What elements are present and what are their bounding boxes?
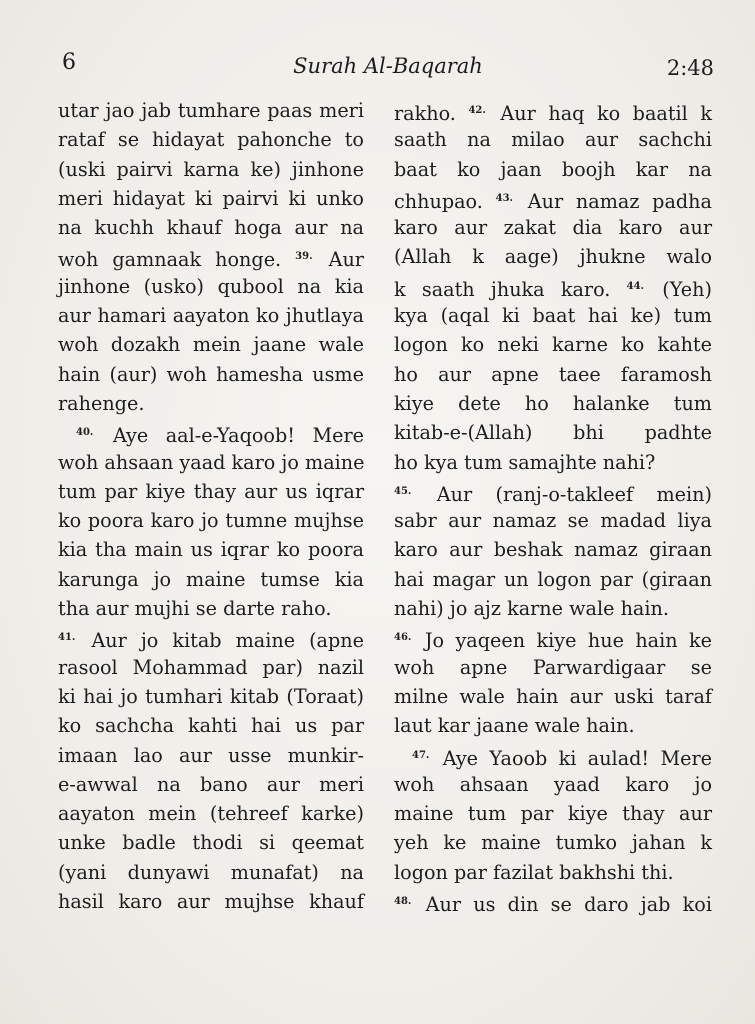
- text-line: [58, 741, 364, 770]
- line-text: unke badle thodi si qeemat: [58, 831, 364, 855]
- text-line: [58, 799, 364, 828]
- line-text: kitab-e-(Allah) bhi padhte: [394, 421, 712, 445]
- verse-number: 41.: [58, 632, 76, 644]
- text-line: [394, 741, 712, 770]
- line-text: rasool Mohammad par) nazil: [58, 655, 364, 679]
- text-line: [58, 301, 364, 330]
- text-line: [58, 155, 364, 184]
- text-line: [58, 887, 364, 916]
- text-line: [58, 858, 364, 887]
- verse-number: 46.: [394, 632, 412, 644]
- text-line: [394, 653, 712, 682]
- line-text: milne wale hain aur uski taraf: [394, 684, 712, 708]
- text-line: [58, 477, 364, 506]
- verse-number: 39.: [295, 251, 313, 263]
- right-text-column: [394, 96, 712, 916]
- verse-number: 42.: [468, 105, 486, 116]
- verse-number: 48.: [394, 896, 412, 908]
- line-text: rahenge.: [58, 391, 145, 415]
- line-text: karo aur beshak namaz giraan: [394, 538, 712, 562]
- surah-title: Surah Al-Baqarah: [293, 54, 483, 78]
- line-text: logon par fazilat bakhshi thi.: [394, 860, 674, 884]
- text-line: [58, 828, 364, 857]
- text-line: [394, 213, 712, 242]
- line-text: sabr aur namaz se madad liya: [394, 509, 712, 533]
- text-line: [394, 125, 712, 154]
- text-line: [58, 330, 364, 359]
- text-line: [58, 389, 364, 418]
- text-line: [394, 272, 712, 301]
- line-text: baat ko jaan boojh kar na: [394, 157, 712, 181]
- line-text: woh ahsaan yaad karo jo maine: [58, 450, 365, 474]
- line-text: na kuchh khauf hoga aur na: [58, 216, 364, 240]
- text-line: [58, 535, 364, 564]
- line-text: Aur (ranj-o-takleef mein): [436, 482, 712, 506]
- verse-reference: 2:48: [666, 56, 714, 80]
- text-line: [394, 242, 712, 271]
- line-text: woh dozakh mein jaane wale: [58, 333, 364, 357]
- line-text: tum par kiye thay aur us iqrar: [58, 479, 364, 503]
- text-line: [394, 477, 712, 506]
- line-text: Aur us din se daro jab koi: [425, 893, 712, 917]
- text-line: [394, 594, 712, 623]
- line-text: hain (aur) woh hamesha usme: [58, 362, 364, 386]
- line-text: k saath jhuka karo.: [394, 277, 611, 301]
- text-line: [394, 682, 712, 711]
- text-line: [394, 418, 712, 447]
- line-text: ko sachcha kahti hai us par: [58, 714, 364, 738]
- line-text: karunga jo maine tumse kia: [58, 567, 364, 591]
- line-text: Aye Yaoob ki aulad! Mere: [442, 746, 712, 770]
- line-text: maine tum par kiye thay aur: [394, 802, 712, 826]
- text-line: [394, 330, 712, 359]
- line-text: kya (aqal ki baat hai ke) tum: [394, 304, 712, 328]
- line-text: laut kar jaane wale hain.: [394, 714, 635, 738]
- line-text: woh gamnaak honge.: [58, 248, 282, 272]
- line-text-continued: Aur namaz padha: [527, 189, 712, 213]
- line-text-continued: Aur haq ko baatil k: [500, 102, 712, 125]
- page-header: [62, 50, 714, 90]
- line-text: jinhone (usko) qubool na kia: [58, 274, 364, 298]
- text-line: [58, 418, 364, 447]
- line-text: kiye dete ho halanke tum: [394, 391, 712, 415]
- line-text: saath na milao aur sachchi: [394, 128, 712, 152]
- text-line: [394, 858, 712, 887]
- text-line: [394, 301, 712, 330]
- text-line: [58, 770, 364, 799]
- line-text: nahi) jo ajz karne wale hain.: [394, 597, 669, 621]
- text-line: [58, 184, 364, 213]
- line-text: kia tha main us iqrar ko poora: [58, 538, 364, 562]
- line-text: aur hamari aayaton ko jhutlaya: [58, 304, 364, 328]
- text-line: [58, 213, 364, 242]
- line-text: (yani dunyawi munafat) na: [58, 860, 364, 884]
- line-text: karo aur zakat dia karo aur: [394, 216, 712, 240]
- line-text: meri hidayat ki pairvi ki unko: [58, 186, 364, 210]
- line-text: tha aur mujhi se darte raho.: [58, 597, 332, 621]
- verse-number: 43.: [495, 192, 514, 204]
- line-text: utar jao jab tumhare paas meri: [58, 99, 364, 122]
- line-text: (Allah k aage) jhukne walo: [394, 245, 712, 269]
- text-line: [58, 623, 364, 652]
- verse-number: 47.: [412, 749, 430, 761]
- text-line: [394, 360, 712, 389]
- line-text: Aur jo kitab maine (apne: [91, 629, 364, 653]
- verse-number: 44.: [626, 280, 645, 292]
- verse-number: 40.: [76, 427, 94, 439]
- line-text-continued: (Yeh): [662, 277, 712, 301]
- line-text: hai magar un logon par (giraan: [394, 567, 712, 591]
- text-line: [58, 506, 364, 535]
- text-line: [394, 887, 712, 916]
- line-text: ho aur apne taee faramosh: [394, 362, 712, 386]
- text-line: [58, 125, 364, 154]
- text-line: [394, 389, 712, 418]
- text-line: [58, 653, 364, 682]
- text-line: [58, 565, 364, 594]
- text-line: [394, 535, 712, 564]
- line-text: woh apne Parwardigaar se: [394, 655, 712, 679]
- line-text-continued: Aur: [328, 248, 364, 272]
- text-line: [394, 155, 712, 184]
- line-text: chhupao.: [394, 189, 483, 213]
- line-text: yeh ke maine tumko jahan k: [394, 831, 712, 855]
- page-number: 6: [62, 50, 76, 75]
- line-text: rakho.: [394, 102, 456, 125]
- line-text: ho kya tum samajhte nahi?: [394, 450, 656, 474]
- line-text: aayaton mein (tehreef karke): [58, 802, 364, 826]
- verse-number: 45.: [394, 485, 412, 497]
- text-line: [394, 623, 712, 652]
- line-text: logon ko neki karne ko kahte: [394, 333, 712, 357]
- text-line: [58, 594, 364, 623]
- left-text-column: [58, 96, 364, 916]
- text-line: [394, 711, 712, 740]
- text-line: [58, 682, 364, 711]
- text-line: [394, 828, 712, 857]
- line-text: (uski pairvi karna ke) jinhone: [58, 157, 364, 181]
- text-line: [394, 565, 712, 594]
- text-line: [58, 360, 364, 389]
- text-line: [58, 711, 364, 740]
- text-line: [394, 770, 712, 799]
- text-line: [394, 184, 712, 213]
- text-line: [58, 96, 364, 125]
- line-text: woh ahsaan yaad karo jo: [394, 772, 712, 796]
- line-text: imaan lao aur usse munkir-: [58, 743, 364, 767]
- line-text: ko poora karo jo tumne mujhse: [58, 509, 364, 533]
- line-text: e-awwal na bano aur meri: [58, 772, 364, 796]
- line-text: Aye aal-e-Yaqoob! Mere: [112, 424, 364, 448]
- line-text: ki hai jo tumhari kitab (Toraat): [58, 684, 364, 708]
- text-line: [58, 242, 364, 271]
- text-line: [394, 799, 712, 828]
- line-text: Jo yaqeen kiye hue hain ke: [424, 629, 712, 653]
- text-line: [58, 272, 364, 301]
- line-text: hasil karo aur mujhse khauf: [58, 890, 364, 914]
- line-text: rataf se hidayat pahonche to: [58, 128, 364, 152]
- text-line: [394, 96, 712, 125]
- text-line: [394, 506, 712, 535]
- text-line: [58, 448, 364, 477]
- text-line: [394, 448, 712, 477]
